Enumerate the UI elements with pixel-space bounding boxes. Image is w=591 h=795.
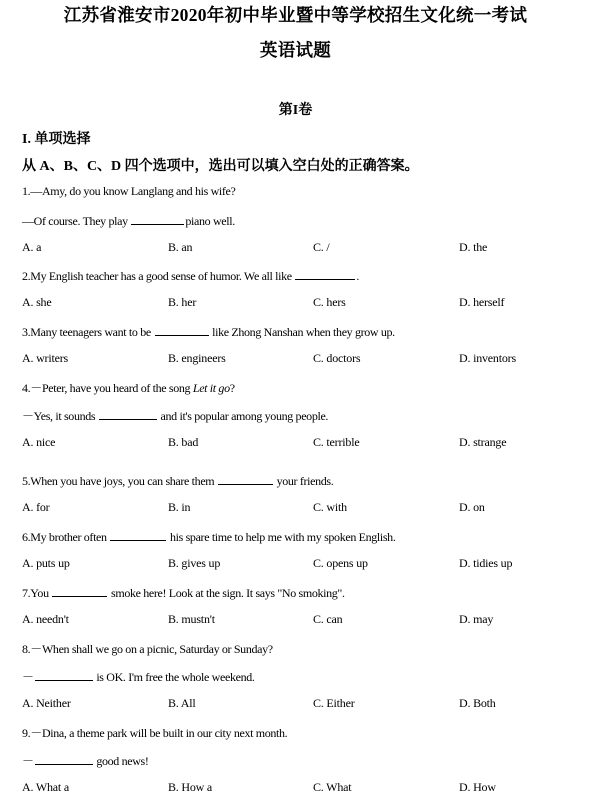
q1-option-a[interactable]: A. a (22, 240, 42, 254)
q4-line2-post: and it's popular among young people. (160, 409, 329, 423)
q8-line2-pre: － (22, 670, 34, 684)
q9-option-d[interactable]: D. How (459, 780, 496, 794)
q5-stem-line-1 (22, 472, 333, 489)
q8-option-b[interactable]: B. All (168, 696, 196, 710)
q7-answer-blank[interactable] (52, 584, 107, 597)
q3-line1-pre: 3.Many teenagers want to be (22, 325, 151, 339)
q3-option-a[interactable]: A. writers (22, 351, 68, 365)
q4-line1-post: ? (229, 381, 235, 395)
q4-line2-pre: －Yes, it sounds (22, 409, 96, 423)
q2-option-a[interactable]: A. she (22, 295, 52, 309)
q3-option-b[interactable]: B. engineers (168, 351, 226, 365)
q5-line1-pre: 5.When you have joys, you can share them (22, 474, 215, 488)
q9-option-a[interactable]: A. What a (22, 780, 69, 794)
q9-option-b[interactable]: B. How a (168, 780, 213, 794)
q6-option-a[interactable]: A. puts up (22, 556, 70, 570)
q2-line1-pre: 2.My English teacher has a good sense of humor. We all like (22, 269, 292, 283)
q7-option-d[interactable]: D. may (459, 612, 494, 626)
q1-option-b[interactable]: B. an (168, 240, 193, 254)
q2-answer-blank[interactable] (295, 267, 355, 280)
q1-stem-line-2 (22, 212, 235, 229)
exam-title-line-2: 英语试题 (259, 40, 332, 60)
q7-line1-post: smoke here! Look at the sign. It says "No smoking". (111, 586, 345, 600)
q8-option-a[interactable]: A. Neither (22, 696, 71, 710)
q5-line1-post: your friends. (276, 474, 334, 488)
q5-option-b[interactable]: B. in (168, 500, 191, 514)
q7-option-a[interactable]: A. needn't (22, 612, 69, 626)
q4-stem-line-2 (22, 407, 328, 424)
q4-stem-line-1 (22, 379, 235, 396)
q7-option-b[interactable]: B. mustn't (168, 612, 215, 626)
q6-answer-blank[interactable] (110, 528, 166, 541)
q6-line1-post: his spare time to help me with my spoken English. (170, 530, 396, 544)
q2-option-d[interactable]: D. herself (459, 295, 505, 309)
q6-stem-line-1 (22, 528, 396, 545)
q7-option-c[interactable]: C. can (313, 612, 343, 626)
q7-stem-line-1 (22, 584, 345, 601)
q6-option-b[interactable]: B. gives up (168, 556, 221, 570)
q2-option-c[interactable]: C. hers (313, 295, 346, 309)
q4-line1-pre: 4.－Peter, have you heard of the song (22, 381, 191, 395)
q9-answer-blank[interactable] (35, 752, 93, 765)
q1-answer-blank[interactable] (131, 212, 184, 225)
q8-stem-line-2 (22, 668, 255, 685)
q2-option-b[interactable]: B. her (168, 295, 197, 309)
q7-line1-pre: 7.You (22, 586, 49, 600)
q4-option-c[interactable]: C. terrible (313, 435, 360, 449)
q8-option-d[interactable]: D. Both (459, 696, 496, 710)
q1-option-d[interactable]: D. the (459, 240, 488, 254)
section-heading: I. 单项选择 (22, 132, 91, 147)
q2-line1-post: . (356, 269, 360, 283)
q2-stem-line-1 (22, 267, 359, 284)
q5-option-d[interactable]: D. on (459, 500, 485, 514)
q8-option-c[interactable]: C. Either (313, 696, 355, 710)
q4-option-b[interactable]: B. bad (168, 435, 199, 449)
q5-answer-blank[interactable] (218, 472, 273, 485)
q8-line2-post: is OK. I'm free the whole weekend. (96, 670, 255, 684)
q9-stem-line-2 (22, 752, 148, 769)
q4-answer-blank[interactable] (99, 407, 157, 420)
part-label: 第I卷 (278, 103, 313, 118)
exam-title-line-1: 江苏省淮安市2020年初中毕业暨中等学校招生文化统一考试 (63, 5, 528, 25)
q4-option-d[interactable]: D. strange (459, 435, 507, 449)
q3-option-c[interactable]: C. doctors (313, 351, 361, 365)
q1-line2-pre: —Of course. They play (22, 214, 128, 228)
q9-stem-line-1 (22, 724, 287, 741)
q3-answer-blank[interactable] (155, 323, 209, 336)
q6-option-c[interactable]: C. opens up (313, 556, 368, 570)
q5-option-a[interactable]: A. for (22, 500, 50, 514)
q3-stem-line-1 (22, 323, 395, 340)
q1-line2-post: piano well. (185, 214, 235, 228)
q1-line1-text: 1.—Amy, do you know Langlang and his wife? (22, 184, 236, 198)
q8-answer-blank[interactable] (35, 668, 93, 681)
q9-line2-pre: － (22, 754, 34, 768)
q4-song-title: Let it go (192, 381, 230, 395)
q1-option-c[interactable]: C. / (313, 240, 330, 254)
q8-stem-line-1 (22, 640, 273, 657)
q8-line1-text: 8.－When shall we go on a picnic, Saturday or Sunday? (22, 642, 273, 656)
q6-option-d[interactable]: D. tidies up (459, 556, 513, 570)
q3-option-d[interactable]: D. inventors (459, 351, 516, 365)
q9-line1-text: 9.－Dina, a theme park will be built in our city next month. (22, 726, 288, 740)
q9-line2-post: good news! (96, 754, 149, 768)
section-instruction: 从 A、B、C、D 四个选项中，选出可以填入空白处的正确答案。 (22, 159, 419, 174)
q5-option-c[interactable]: C. with (313, 500, 347, 514)
q6-line1-pre: 6.My brother often (22, 530, 107, 544)
q4-option-a[interactable]: A. nice (22, 435, 56, 449)
q1-stem-line-1 (22, 184, 235, 199)
q9-option-c[interactable]: C. What (313, 780, 352, 794)
q3-line1-post: like Zhong Nanshan when they grow up. (212, 325, 395, 339)
